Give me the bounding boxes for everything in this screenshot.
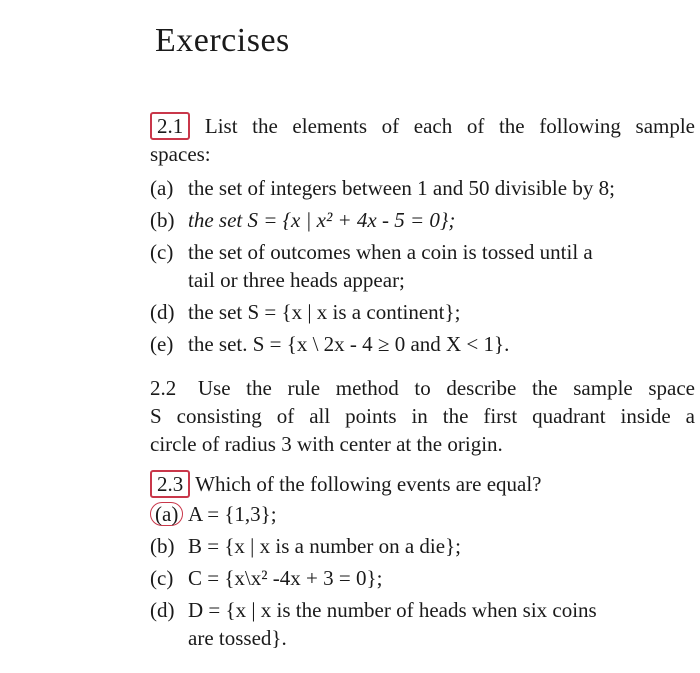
exercise-2-3 — [150, 470, 695, 652]
exercise-2-1-line2: spaces: — [150, 142, 211, 166]
exercise-2-1-intro — [150, 112, 695, 140]
circled-label: (a) — [150, 502, 183, 526]
exercise-2-2-line2: S consisting of all points in the first quadrant inside a — [150, 404, 695, 428]
list-item: (b) the set S = {x | x² + 4x - 5 = 0}; — [150, 208, 456, 232]
exercise-2-2 — [150, 374, 695, 458]
page-title: Exercises — [155, 22, 290, 59]
list-item: (b) B = {x | x is a number on a die}; — [150, 534, 461, 558]
list-item: (d) the set S = {x | x is a continent}; — [150, 300, 461, 324]
exercise-2-2-line3: circle of radius 3 with center at the origin. — [150, 432, 503, 456]
list-item: (c) C = {x\x² -4x + 3 = 0}; — [150, 566, 383, 590]
list-item-continuation: are tossed}. — [188, 626, 287, 650]
exercise-2-1-line1: List the elements of each of the following sample — [204, 114, 696, 138]
exercise-2-3-intro: 2.3 Which of the following events are equal? — [150, 470, 695, 498]
exercise-2-2-line1: 2.2 Use the rule method to describe the sample space — [150, 376, 695, 400]
exercise-number-box: 2.3 — [150, 470, 190, 498]
list-item: (e) the set. S = {x \ 2x - 4 ≥ 0 and X < 1}. — [150, 332, 510, 356]
list-item: (a) the set of integers between 1 and 50 divisible by 8; — [150, 176, 615, 200]
list-item-continuation: tail or three heads appear; — [188, 268, 405, 292]
exercise-2-1 — [150, 112, 695, 358]
list-item: (c) the set of outcomes when a coin is tossed until a — [150, 240, 593, 264]
list-item: (d) D = {x | x is the number of heads when six coins — [150, 598, 597, 622]
list-item: (a) A = {1,3}; — [150, 500, 695, 528]
exercise-number-box: 2.1 — [150, 112, 190, 140]
